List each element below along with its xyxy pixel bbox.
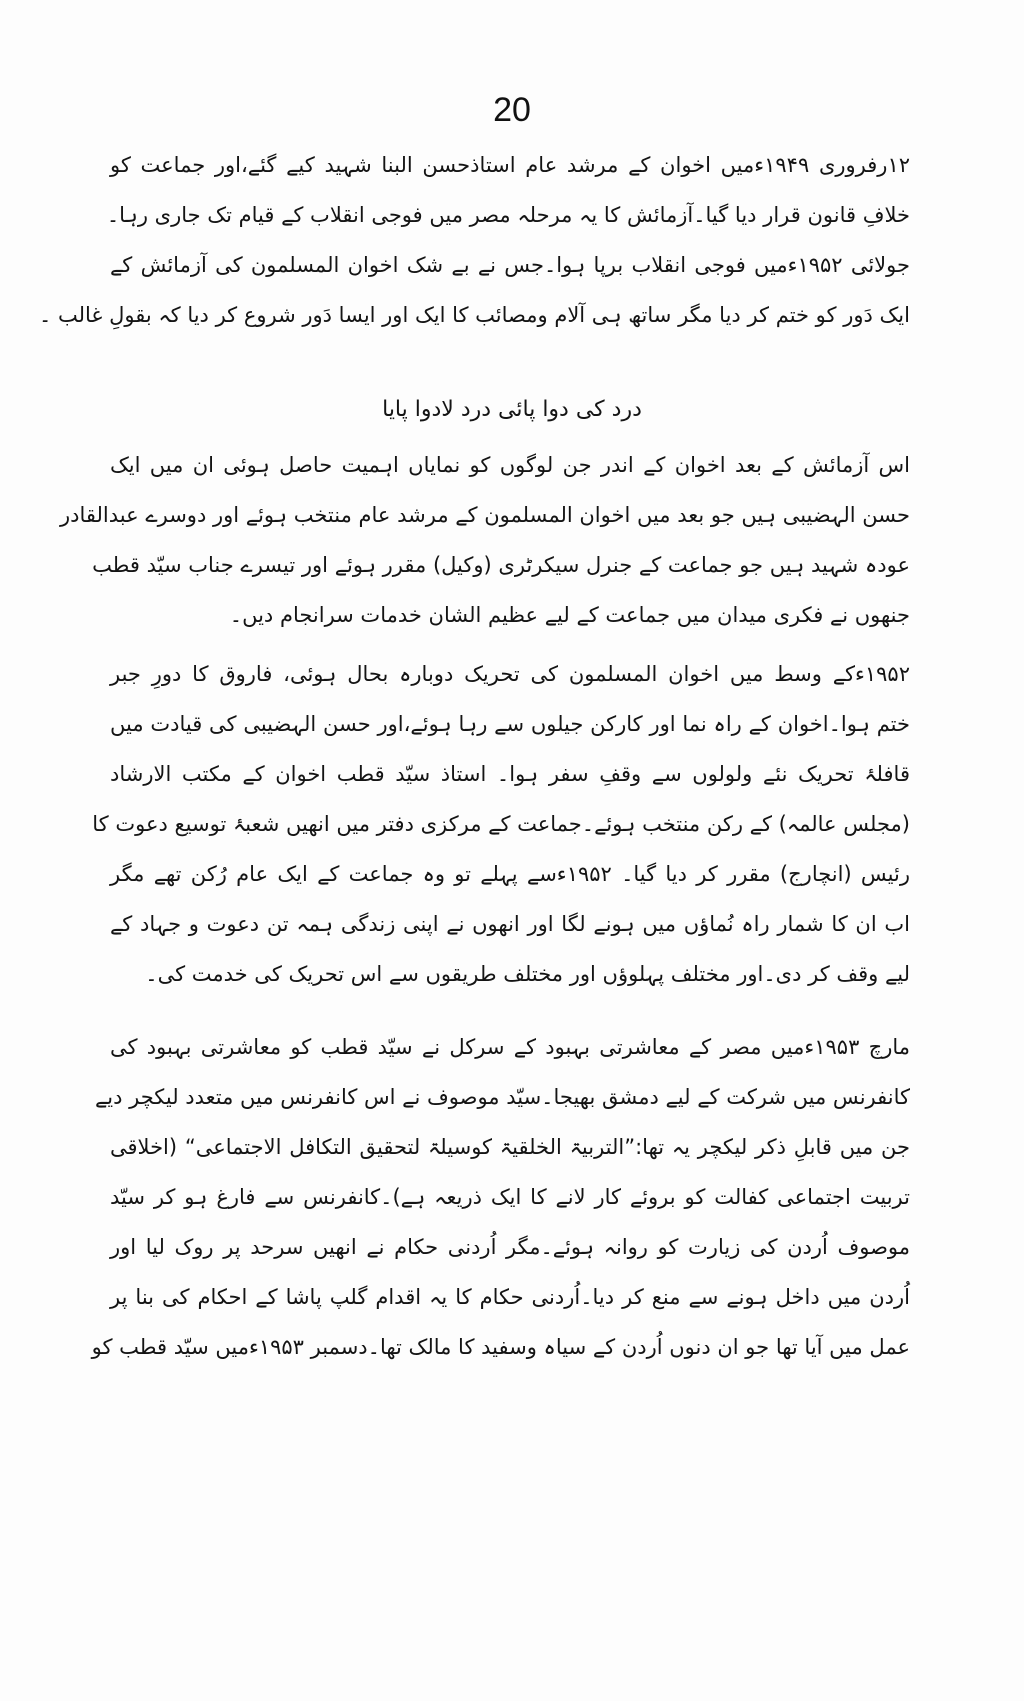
text-line: حسن الہضیبی ہیں جو بعد میں اخوان المسلمون کے مرشد عام منتخب ہوئے اور دوسرے عبدالقادر xyxy=(60,503,910,527)
text-line: مارچ ۱۹۵۳ءمیں مصر کے معاشرتی بہبود کے سرکل نے سیّد قطب کو معاشرتی بہبود کی xyxy=(110,1035,910,1059)
text-line: ایک دَور کو ختم کر دیا مگر ساتھ ہی آلام ومصائب کا ایک اور ایسا دَور شروع کر دیا کہ بقولِ غالب ۔ xyxy=(39,303,910,327)
paragraph-2 xyxy=(60,440,910,640)
text-line: اب ان کا شمار راہ نُماؤں میں ہونے لگا اور انھوں نے اپنی زندگی ہمہ تن دعوت و جہاد کے xyxy=(110,912,910,936)
text-line: کانفرنس میں شرکت کے لیے دمشق بھیجا۔سیّد موصوف نے اس کانفرنس میں متعدد لیکچر دیے xyxy=(94,1085,910,1109)
text-line: تربیت اجتماعی کفالت کو بروئے کار لانے کا ایک ذریعہ ہے)۔کانفرنس سے فارغ ہو کر سیّد xyxy=(110,1185,910,1209)
text-line: لیے وقف کر دی۔اور مختلف پہلوؤں اور مختلف طریقوں سے اس تحریک کی خدمت کی۔ xyxy=(145,962,910,986)
text-line: جولائی ۱۹۵۲ءمیں فوجی انقلاب برپا ہوا۔جس نے بے شک اخوان المسلمون کی آزمائش کے xyxy=(110,253,910,277)
text-line: موصوف اُردن کی زیارت کو روانہ ہوئے۔مگر اُردنی حکام نے انھیں سرحد پر روک لیا اور xyxy=(110,1235,910,1259)
text-line: عمل میں آیا تھا جو ان دنوں اُردن کے سیاہ وسفید کا مالک تھا۔دسمبر ۱۹۵۳ءمیں سیّد قطب کو xyxy=(91,1335,910,1359)
text-line: جنھوں نے فکری میدان میں جماعت کے لیے عظیم الشان خدمات سرانجام دیں۔ xyxy=(229,603,910,627)
paragraph-1 xyxy=(39,140,910,340)
text-line: اُردن میں داخل ہونے سے منع کر دیا۔اُردنی حکام کا یہ اقدام گلپ پاشا کے احکام کی بنا پر xyxy=(110,1285,910,1309)
text-line: جن میں قابلِ ذکر لیکچر یہ تھا:”التربیۃ الخلقیۃ کوسیلۃ لتحقیق التکافل الاجتماعی“ (اخلاقی xyxy=(110,1135,910,1159)
text-line: قافلۂ تحریک نئے ولولوں سے وقفِ سفر ہوا۔ استاذ سیّد قطب اخوان کے مکتب الارشاد xyxy=(110,762,910,786)
text-line: ۱۹۵۲ءکے وسط میں اخوان المسلمون کی تحریک دوبارہ بحال ہوئی، فاروق کا دورِ جبر xyxy=(110,662,910,686)
text-line: رئیس (انچارج) مقرر کر دیا گیا۔ ۱۹۵۲ءسے پہلے تو وہ جماعت کے ایک عام رُکن تھے مگر xyxy=(110,862,910,886)
page-number: 20 xyxy=(493,91,531,129)
paragraph-3 xyxy=(92,649,910,999)
text-line: ختم ہوا۔اخوان کے راہ نما اور کارکن جیلوں سے رہا ہوئے،اور حسن الہضیبی کی قیادت میں xyxy=(110,712,910,736)
poetry-verse: درد کی دوا پائی درد لادوا پایا xyxy=(382,397,642,422)
text-line: ۱۲رفروری ۱۹۴۹ءمیں اخوان کے مرشد عام استاذحسن البنا شہید کیے گئے،اور جماعت کو xyxy=(110,153,910,177)
text-line: عودہ شہید ہیں جو جماعت کے جنرل سیکرٹری (وکیل) مقرر ہوئے اور تیسرے جناب سیّد قطب xyxy=(92,553,910,577)
text-line: (مجلس عالمہ) کے رکن منتخب ہوئے۔جماعت کے مرکزی دفتر میں انھیں شعبۂ توسیع دعوت کا xyxy=(92,812,910,836)
text-line: خلافِ قانون قرار دیا گیا۔آزمائش کا یہ مرحلہ مصر میں فوجی انقلاب کے قیام تک جاری رہا۔ xyxy=(106,203,910,227)
paragraph-4 xyxy=(91,1022,910,1372)
text-line: اس آزمائش کے بعد اخوان کے اندر جن لوگوں کو نمایاں اہمیت حاصل ہوئی ان میں ایک xyxy=(110,453,910,477)
